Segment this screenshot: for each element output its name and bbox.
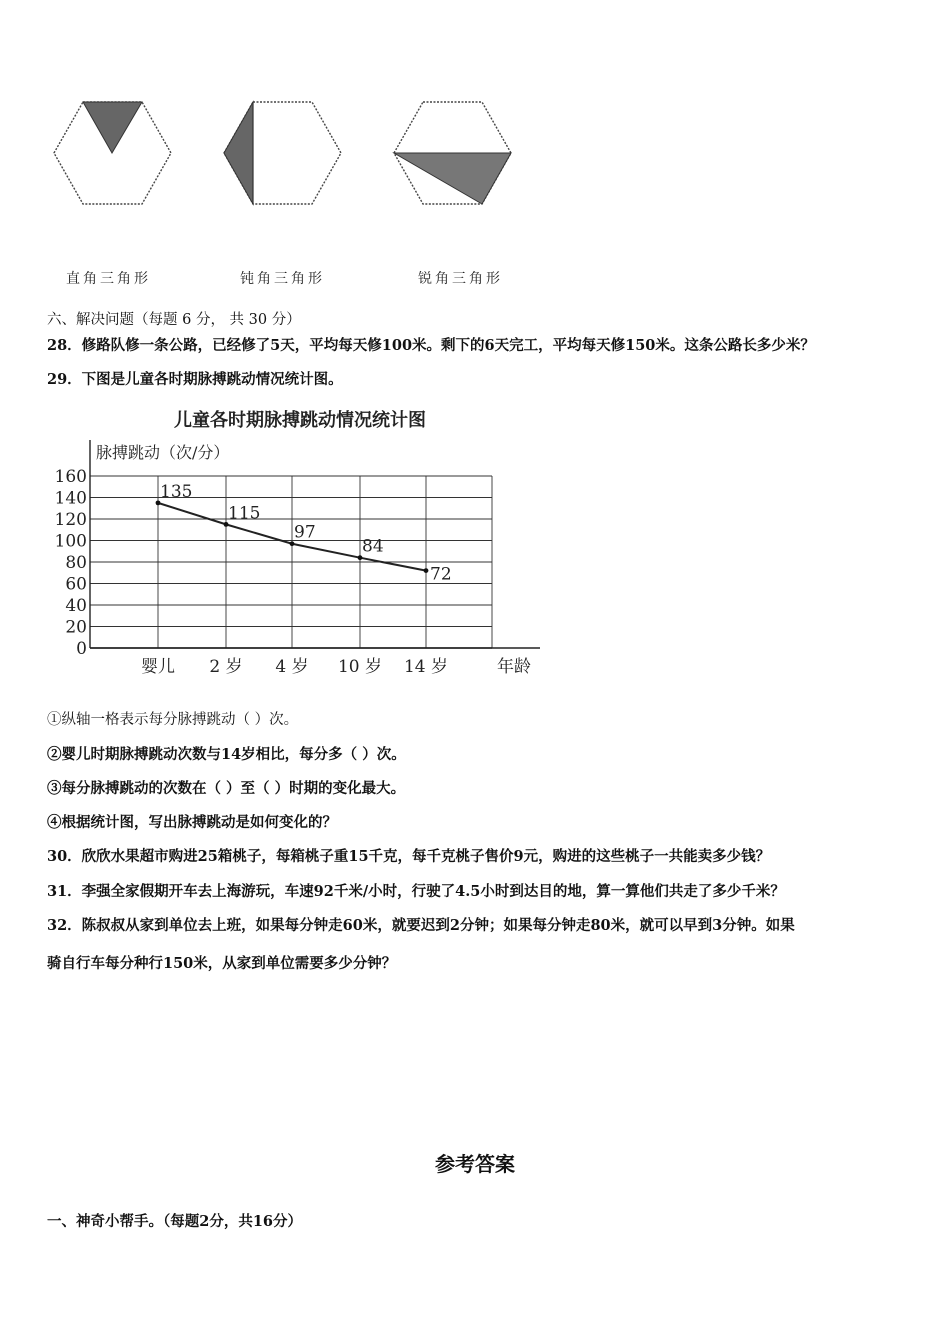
y-tick-label: 0: [76, 639, 87, 659]
y-tick-label: 140: [54, 488, 87, 509]
question-30: 30．欣欣水果超市购进25箱桃子，每箱桃子重15千克，每千克桃子售价9元，购进的这些桃子一共能卖多少钱？: [47, 848, 771, 865]
data-label: 135: [160, 481, 193, 502]
question-31: 31．李强全家假期开车去上海游玩，车速92千米/小时，行驶了4.5小时到达目的地，算一算他们共走了多少千米？: [47, 883, 785, 900]
question-29-sub3: ③每分脉搏跳动的次数在（ ）至（ ）时期的变化最大。: [47, 780, 406, 797]
chart-axes: [55, 440, 540, 677]
question-29: 29．下图是儿童各时期脉搏跳动情况统计图。: [47, 371, 343, 388]
y-tick-label: 80: [65, 553, 87, 573]
y-tick-label: 40: [65, 596, 87, 616]
chart-xlabel: 年龄: [497, 657, 531, 677]
data-label: 115: [228, 503, 261, 524]
question-32-line2: 骑自行车每分种行150米，从家到单位需要多少分钟？: [47, 955, 397, 972]
data-point: [424, 568, 429, 573]
y-tick-label: 100: [54, 531, 87, 552]
answers-title: 参考答案: [435, 1152, 515, 1176]
data-label: 84: [362, 536, 384, 557]
question-28: 28．修路队修一条公路，已经修了5天，平均每天修100米。剩下的6天完工，平均每天修150米。这条公路长多少米？: [47, 337, 815, 354]
data-label: 72: [430, 564, 452, 585]
answers-section1: 一、神奇小帮手。（每题2分，共16分）: [47, 1213, 303, 1230]
chart-grid: [90, 476, 492, 648]
hexagon-obtuse-triangle: [224, 102, 341, 204]
question-29-sub2: ②婴儿时期脉搏跳动次数与14岁相比，每分多（ ）次。: [47, 746, 406, 763]
chart-ylabel: 脉搏跳动（次/分）: [96, 443, 230, 462]
x-tick-label: 婴儿: [141, 657, 175, 677]
y-tick-label: 60: [65, 574, 87, 595]
label-right-triangle: 直角三角形: [66, 271, 151, 287]
hexagon-right-triangle: [54, 102, 171, 204]
question-29-sub4: ④根据统计图，写出脉搏跳动是如何变化的？: [47, 814, 337, 831]
question-32-line1: 32．陈叔叔从家到单位去上班，如果每分钟走60米，就要迟到2分钟；如果每分钟走80米，就可以早到3分钟。如果: [47, 917, 795, 934]
hexagon-acute-triangle: [394, 102, 511, 204]
section6-heading: 六、解决问题（每题 6 分， 共 30 分）: [47, 312, 301, 328]
pulse-line-chart: [40, 400, 560, 690]
x-tick-label: 2 岁: [209, 657, 243, 677]
question-29-sub1: ①纵轴一格表示每分脉搏跳动（ ）次。: [47, 712, 299, 728]
data-label: 97: [294, 522, 316, 543]
chart-title: 儿童各时期脉搏跳动情况统计图: [174, 410, 426, 431]
y-tick-label: 160: [54, 467, 87, 487]
hexagon-figures: [40, 90, 540, 220]
x-tick-label: 10 岁: [337, 657, 383, 677]
x-tick-label: 4 岁: [275, 657, 309, 677]
label-acute-triangle: 锐角三角形: [418, 271, 503, 287]
y-tick-label: 20: [65, 617, 87, 638]
y-tick-label: 120: [54, 510, 87, 530]
x-tick-label: 14 岁: [403, 657, 449, 677]
label-obtuse-triangle: 钝角三角形: [240, 271, 325, 287]
